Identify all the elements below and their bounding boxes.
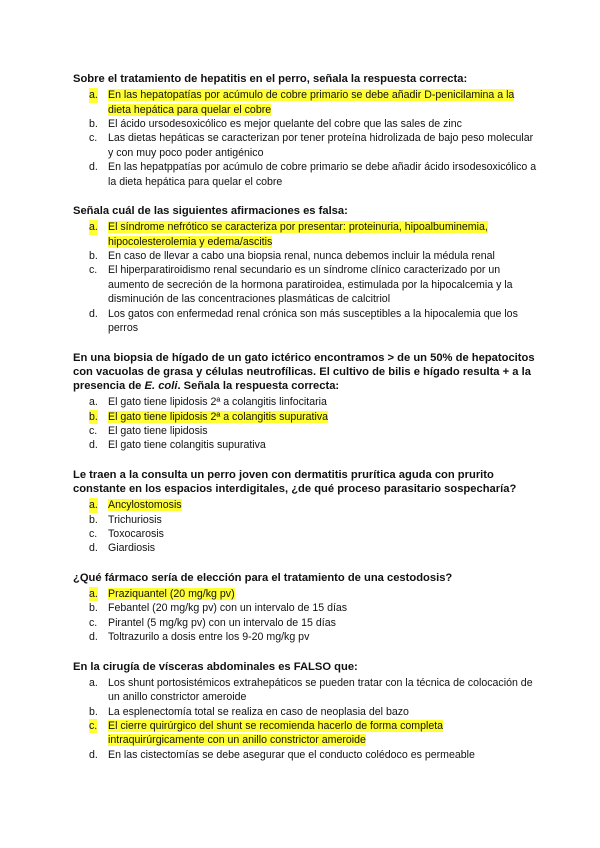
option-d xyxy=(73,160,540,189)
option-text: Toltrazurilo a dosis entre los 9-20 mg/kg pv xyxy=(108,631,310,644)
option-d xyxy=(73,307,540,336)
option-c xyxy=(73,527,540,541)
option-text: Febantel (20 mg/kg pv) con un intervalo de 15 días xyxy=(108,602,348,615)
option-text: Ancylostomosis xyxy=(108,499,182,512)
question-1 xyxy=(73,72,540,189)
options-list xyxy=(73,220,540,335)
option-text: Pirantel (5 mg/kg pv) con un intervalo de 15 días xyxy=(108,616,336,629)
option-b xyxy=(73,249,540,263)
option-letter: c. xyxy=(89,616,98,629)
option-a xyxy=(73,676,540,705)
option-d xyxy=(73,438,540,452)
question-title: ¿Qué fármaco sería de elección para el tratamiento de una cestodosis? xyxy=(73,571,453,584)
question-6 xyxy=(73,660,540,763)
options-list xyxy=(73,88,540,189)
option-letter: c. xyxy=(89,720,98,733)
option-letter: b. xyxy=(89,705,98,718)
option-c xyxy=(73,616,540,630)
question-title xyxy=(73,351,540,394)
option-text: El gato tiene lipidosis 2ª a colangitis linfocitaria xyxy=(108,396,327,409)
option-a xyxy=(73,88,540,117)
option-letter: d. xyxy=(89,542,98,555)
option-text: Praziquantel (20 mg/kg pv) xyxy=(108,587,235,600)
question-title: Sobre el tratamiento de hepatitis en el perro, señala la respuesta correcta: xyxy=(73,73,468,85)
option-text: Giardiosis xyxy=(108,542,156,555)
option-letter: b. xyxy=(89,602,98,615)
option-text: El ácido ursodesoxicólico es mejor quelante del cobre que las sales de zinc xyxy=(108,118,462,131)
option-letter: b. xyxy=(89,513,98,526)
option-text: Los gatos con enfermedad renal crónica son más susceptibles a la hipocalemia que los perros xyxy=(108,307,518,335)
option-letter: a. xyxy=(89,221,98,234)
option-letter: d. xyxy=(89,161,98,174)
option-text: El síndrome nefrótico se caracteriza por presentar: proteinuria, hipoalbuminemia, hipocolesterolemia y edema/ascitis xyxy=(108,221,488,248)
question-title: Señala cuál de las siguientes afirmaciones es falsa: xyxy=(73,205,348,218)
option-letter: a. xyxy=(89,89,98,102)
option-letter: d. xyxy=(89,439,98,452)
options-list xyxy=(73,676,540,762)
question-title-end: . Señala la respuesta correcta: xyxy=(177,379,340,392)
option-letter: a. xyxy=(89,587,98,600)
option-letter: d. xyxy=(89,748,98,761)
option-b xyxy=(73,513,540,527)
option-letter: c. xyxy=(89,264,98,277)
option-letter: d. xyxy=(89,307,98,320)
option-b xyxy=(73,705,540,719)
option-c xyxy=(73,424,540,438)
question-title: En la cirugía de vísceras abdominales es FALSO que: xyxy=(73,660,358,673)
options-list xyxy=(73,498,540,556)
options-list xyxy=(73,395,540,453)
option-c xyxy=(73,263,540,306)
option-text: El gato tiene lipidosis xyxy=(108,424,208,437)
option-letter: a. xyxy=(89,499,98,512)
option-b xyxy=(73,601,540,615)
option-text: Toxocarosis xyxy=(108,527,164,540)
option-text: En las hepatppatías por acúmulo de cobre primario se debe añadir ácido irsodesoxicólico a la dieta hepática para quelar el cobre xyxy=(108,161,537,188)
option-letter: c. xyxy=(89,424,98,437)
option-letter: c. xyxy=(89,527,98,540)
question-5 xyxy=(73,571,540,645)
option-letter: a. xyxy=(89,676,98,689)
option-d xyxy=(73,541,540,555)
option-text: Los shunt portosistémicos extrahepáticos se pueden tratar con la técnica de colocación de un anillo constrictor ameroide xyxy=(108,676,533,704)
option-d xyxy=(73,748,540,762)
option-a xyxy=(73,395,540,409)
question-2 xyxy=(73,204,540,335)
option-text: El gato tiene lipidosis 2ª a colangitis supurativa xyxy=(108,410,329,423)
option-letter: b. xyxy=(89,410,98,423)
question-title-organism: E. coli xyxy=(144,379,178,392)
option-text: El gato tiene colangitis supurativa xyxy=(108,439,266,452)
option-letter: d. xyxy=(89,631,98,644)
question-title: Le traen a la consulta un perro joven con dermatitis prurítica aguda con prurito constante en los espacios interdigitales, ¿de qué proceso parasitario sospecharía? xyxy=(73,468,517,495)
option-text: En las hepatopatías por acúmulo de cobre primario se debe añadir D-penicilamina a la dieta hepática para quelar el cobre xyxy=(108,89,515,116)
question-title-start: En una biopsia de hígado de un gato ictérico encontramos > de un 50% de hepatocitos con vacuolas de grasa y células neutrofílicas. El cultivo de bilis e hígado resulta + a la presencia de xyxy=(73,351,535,392)
option-text: El hiperparatiroidismo renal secundario es un síndrome clínico caracterizado por un aumento de secreción de la hormona paratiroidea, estimulada por la hipocalcemia y la disminución de las concentraciones plasmáticas de calcitriol xyxy=(108,264,513,306)
option-letter: b. xyxy=(89,250,98,263)
option-text: En las cistectomías se debe asegurar que el conducto colédoco es permeable xyxy=(108,748,475,761)
option-letter: a. xyxy=(89,396,98,409)
question-3 xyxy=(73,351,540,453)
option-letter: c. xyxy=(89,132,98,145)
option-text: En caso de llevar a cabo una biopsia renal, nunca debemos incluir la médula renal xyxy=(108,250,495,263)
option-a xyxy=(73,220,540,249)
option-c xyxy=(73,719,540,748)
option-c xyxy=(73,131,540,160)
option-a xyxy=(73,498,540,512)
option-letter: b. xyxy=(89,118,98,131)
option-d xyxy=(73,630,540,644)
option-b xyxy=(73,410,540,424)
options-list xyxy=(73,587,540,645)
option-text: Trichuriosis xyxy=(108,513,162,526)
question-4 xyxy=(73,468,540,556)
option-text: La esplenectomía total se realiza en caso de neoplasia del bazo xyxy=(108,705,409,718)
option-text: El cierre quirúrgico del shunt se recomienda hacerlo de forma completa intraquirúrgicamente con un anillo constrictor ameroide xyxy=(108,720,444,747)
option-a xyxy=(73,587,540,601)
option-b xyxy=(73,117,540,131)
option-text: Las dietas hepáticas se caracterizan por tener proteína hidrolizada de bajo peso molecular y con muy poco poder antigénico xyxy=(108,132,534,159)
